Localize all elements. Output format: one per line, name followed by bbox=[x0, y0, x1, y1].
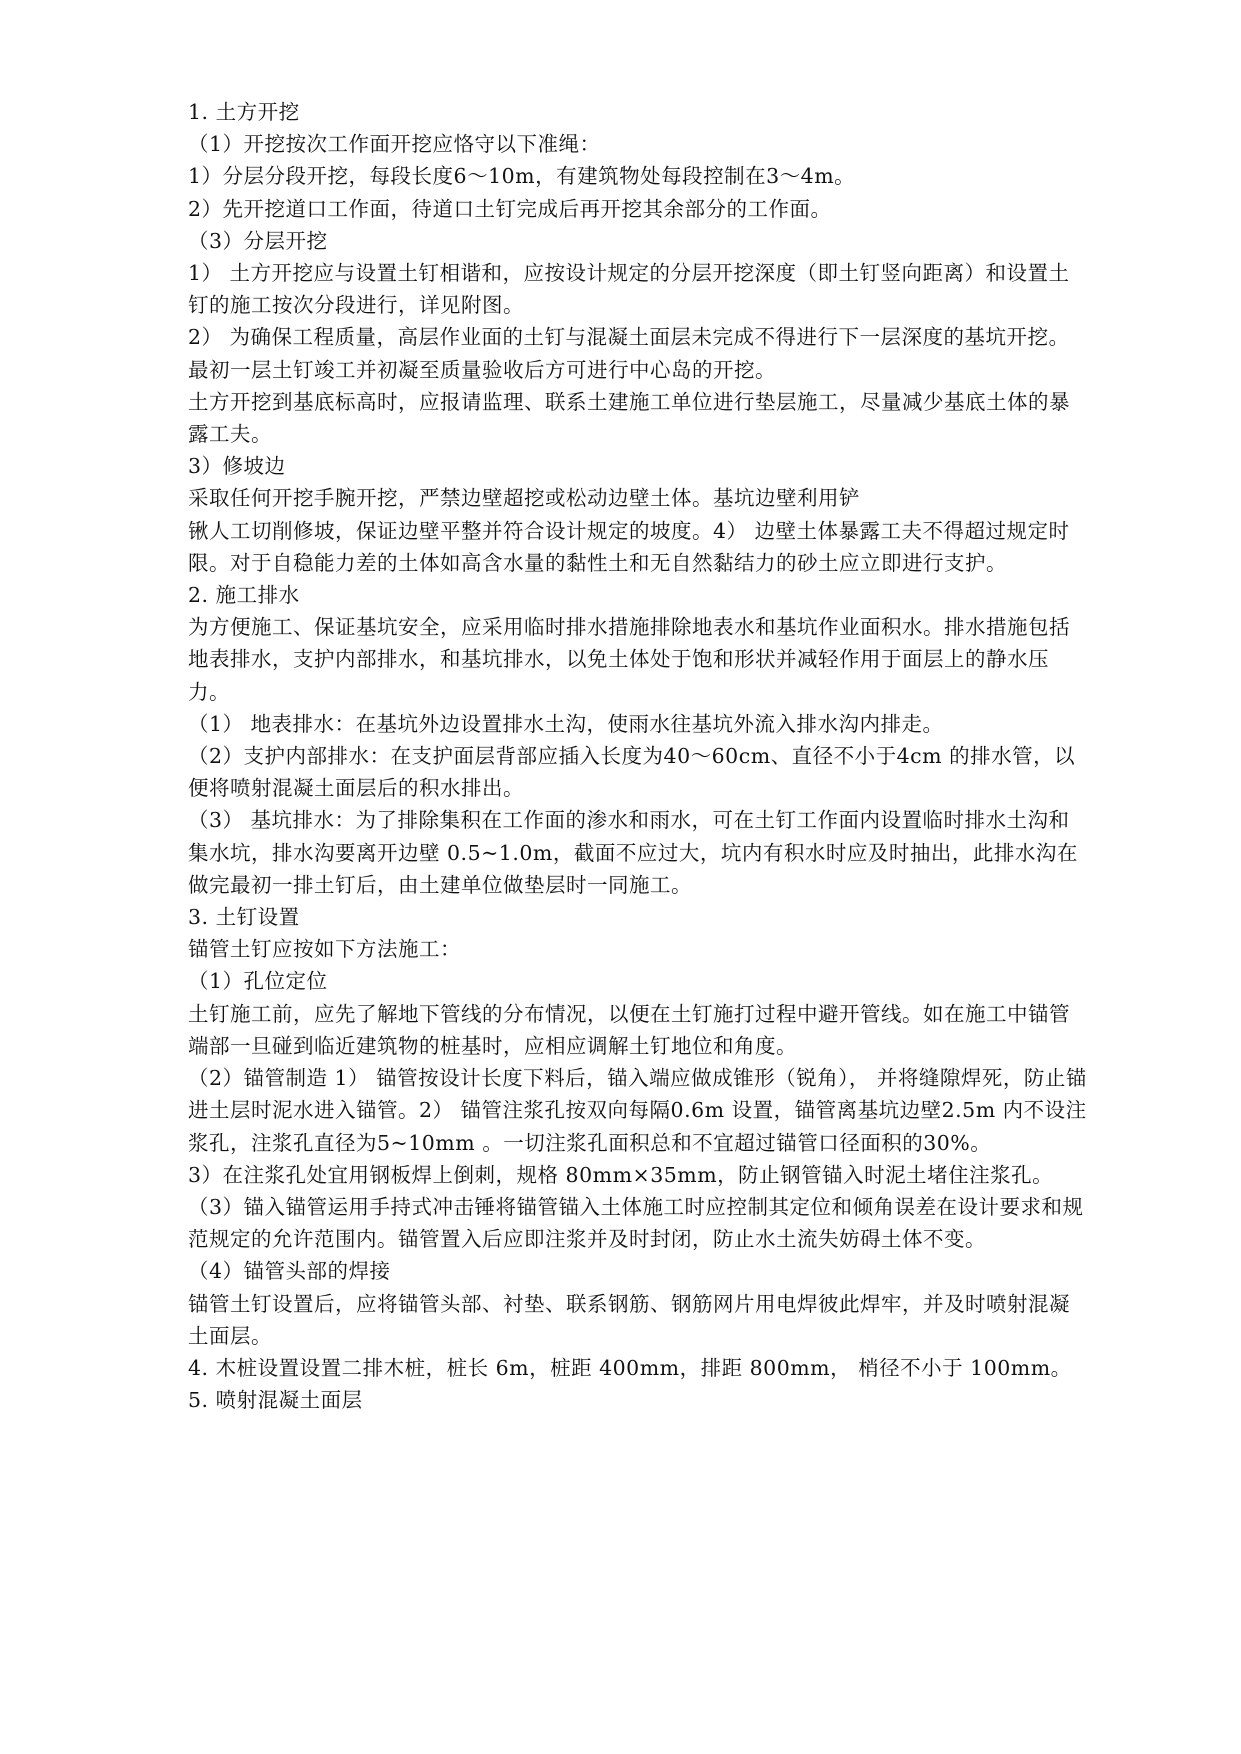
subsection-heading: 3）修坡边 bbox=[188, 454, 286, 479]
paragraph: 锹人工切削修坡，保证边壁平整并符合设计规定的坡度。4） 边壁土体暴露工夫不得超过规定时限。对于自稳能力差的土体如高含水量的黏性土和无自然黏结力的砂土应立即进行支护。 bbox=[188, 518, 1070, 575]
paragraph: （3） 基坑排水：为了排除集积在工作面的渗水和雨水，可在土钉工作面内设置临时排水土沟和集水坑，排水沟要离开边壁 0.5~1.0m，截面不应过大，坑内有积水时应及时抽出，此排水沟在做完最初一排土钉后，由土建单位做垫层时一同施工。 bbox=[188, 808, 1078, 897]
paragraph: （2）支护内部排水：在支护面层背部应插入长度为40～60cm、直径不小于4cm 的排水管，以便将喷射混凝土面层后的积水排出。 bbox=[188, 744, 1076, 801]
section-heading: 2. 施工排水 bbox=[188, 583, 300, 608]
paragraph: 土方开挖到基底标高时，应报请监理、联系土建施工单位进行垫层施工，尽量减少基底土体的暴露工夫。 bbox=[188, 389, 1070, 447]
subsection-heading: （1）开挖按次工作面开挖应恪守以下准绳： bbox=[188, 132, 601, 157]
paragraph: 锚管土钉设置后，应将锚管头部、衬垫、联系钢筋、钢筋网片用电焊彼此焊牢，并及时喷射混凝土面层。 bbox=[188, 1291, 1070, 1348]
subsection-heading: （3）分层开挖 bbox=[188, 228, 328, 253]
paragraph: 采取任何开挖手腕开挖，严禁边壁超挖或松动边壁土体。基坑边壁利用铲 bbox=[188, 486, 860, 511]
paragraph: （3）锚入锚管运用手持式冲击锤将锚管锚入土体施工时应控制其定位和倾角误差在设计要求和规范规定的允许范围内。锚管置入后应即注浆并及时封闭，防止水土流失妨碍土体不变。 bbox=[188, 1194, 1084, 1252]
document-body bbox=[188, 96, 1088, 1416]
paragraph: 土钉施工前，应先了解地下管线的分布情况，以便在土钉施打过程中避开管线。如在施工中锚管端部一旦碰到临近建筑物的桩基时，应相应调解土钉地位和角度。 bbox=[188, 1001, 1070, 1058]
paragraph: 锚管土钉应按如下方法施工： bbox=[188, 937, 461, 962]
subsection-heading: （1）孔位定位 bbox=[188, 969, 328, 994]
paragraph: 2） 为确保工程质量，高层作业面的土钉与混凝土面层未完成不得进行下一层深度的基坑开挖。最初一层土钉竣工并初凝至质量验收后方可进行中心岛的开挖。 bbox=[188, 325, 1070, 382]
section-heading: 3. 土钉设置 bbox=[188, 905, 300, 930]
paragraph: 3）在注浆孔处宜用钢板焊上倒刺，规格 80mm×35mm，防止钢管锚入时泥土堵住注浆孔。 bbox=[188, 1162, 1054, 1187]
subsection-heading: （4）锚管头部的焊接 bbox=[188, 1259, 391, 1284]
section-heading: 1. 土方开挖 bbox=[188, 100, 300, 124]
paragraph: （2）锚管制造 1） 锚管按设计长度下料后，锚入端应做成锥形（锐角）， 并将缝隙焊死，防止锚进土层时泥水进入锚管。2） 锚管注浆孔按双向每隔0.6m 设置，锚管离基坑边壁2.5m 内不设注浆孔，注浆孔直径为5~10mm 。一切注浆孔面积总和不宜超过锚管口径面积的30%。 bbox=[188, 1066, 1087, 1155]
paragraph: 1） 土方开挖应与设置土钉相谐和，应按设计规定的分层开挖深度（即土钉竖向距离）和设置土钉的施工按次分段进行，详见附图。 bbox=[188, 261, 1070, 318]
paragraph: 1）分层分段开挖，每段长度6～10m，有建筑物处每段控制在3～4m。 bbox=[188, 164, 856, 189]
section-heading: 5. 喷射混凝土面层 bbox=[188, 1388, 363, 1413]
paragraph: （1） 地表排水：在基坑外边设置排水土沟，使雨水往基坑外流入排水沟内排走。 bbox=[188, 711, 944, 736]
paragraph: 为方便施工、保证基坑安全，应采用临时排水措施排除地表水和基坑作业面积水。排水措施包括地表排水，支护内部排水，和基坑排水，以免土体处于饱和形状并减轻作用于面层上的静水压力。 bbox=[188, 615, 1070, 704]
paragraph: 2）先开挖道口工作面，待道口土钉完成后再开挖其余部分的工作面。 bbox=[188, 196, 832, 221]
paragraph: 4. 木桩设置设置二排木桩，桩长 6m，桩距 400mm，排距 800mm， 梢径不小于 100mm。 bbox=[188, 1355, 1072, 1380]
